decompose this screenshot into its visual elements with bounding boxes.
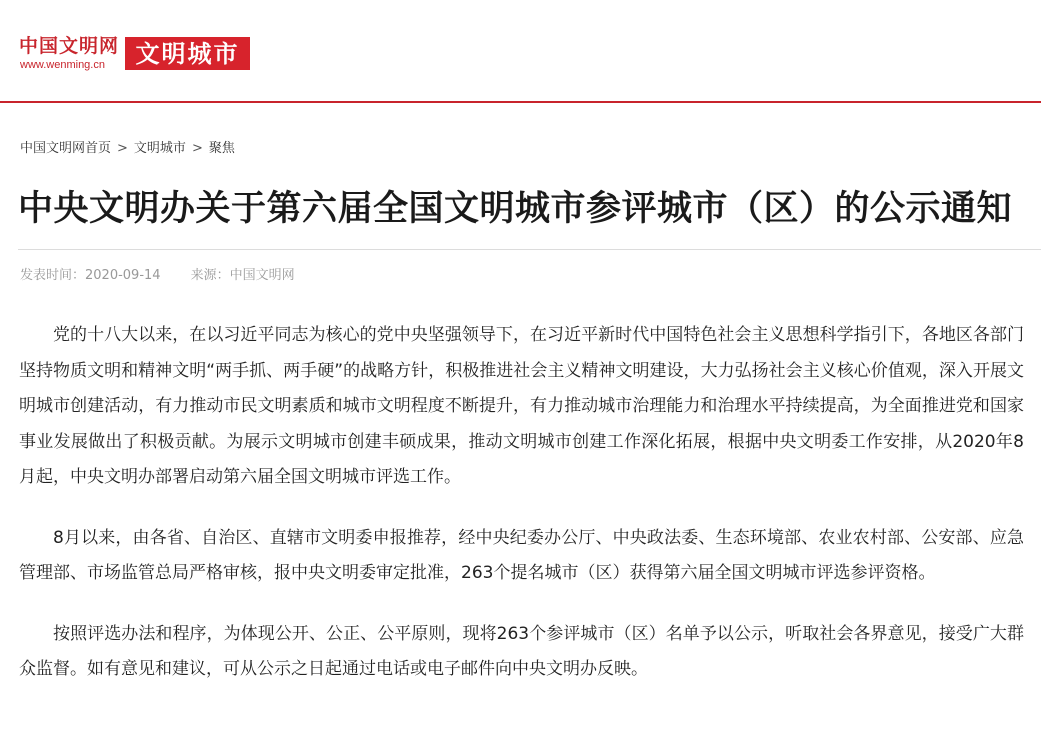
site-logo[interactable]: 中国文明网 [19,35,120,57]
breadcrumb-focus-link[interactable]: 聚焦 [208,141,235,156]
breadcrumb-separator: > [117,141,128,156]
publish-time: 发表时间：2020-09-14 [20,268,161,283]
article-body [19,318,1024,713]
breadcrumb-separator: > [191,141,203,156]
article-paragraph: 党的十八大以来，在以习近平同志为核心的党中央坚强领导下，在习近平新时代中国特色社会主义思想科学指引下，各地区各部门坚持物质文明和精神文明“两手抓、两手硬”的战略方针，积极推进社会主义精神文明建设，大力弘扬社会主义核心价值观，深入开展文明城市创建活动，有力推动市民文明素质和城市文明程度不断提升，有力推动城市治理能力和治理水平持续提高，为全面推进党和国家事业发展做出了积极贡献。为展示文明城市创建丰硕成果，推动文明城市创建工作深化拓展，根据中央文明委工作安排，从2020年8月起，中央文明办部署启动第六届全国文明城市评选工作。 [19,325,1024,487]
title-divider [18,249,1041,250]
site-logo-url[interactable]: www.wenming.cn [20,59,105,71]
article-title: 中央文明办关于第六届全国文明城市参评城市（区）的公示通知 [18,189,1013,229]
breadcrumb [20,141,235,157]
breadcrumb-wenming-city-link[interactable]: 文明城市 [133,141,186,156]
article-meta [20,268,295,284]
article-source: 来源：中国文明网 [190,268,295,283]
site-header [0,0,1041,103]
article-paragraph: 8月以来，由各省、自治区、直辖市文明委申报推荐，经中央纪委办公厅、中央政法委、生态环境部、农业农村部、公安部、应急管理部、市场监管总局严格审核，报中央文明委审定批准，263个提名城市（区）获得第六届全国文明城市评选参评资格。 [19,527,1024,583]
breadcrumb-home-link[interactable]: 中国文明网首页 [20,141,112,156]
section-badge-wenming-city[interactable]: 文明城市 [125,37,250,70]
article-paragraph: 按照评选办法和程序，为体现公开、公正、公平原则，现将263个参评城市（区）名单予以公示，听取社会各界意见，接受广大群众监督。如有意见和建议，可从公示之日起通过电话或电子邮件向中央文明办反映。 [19,623,1024,679]
